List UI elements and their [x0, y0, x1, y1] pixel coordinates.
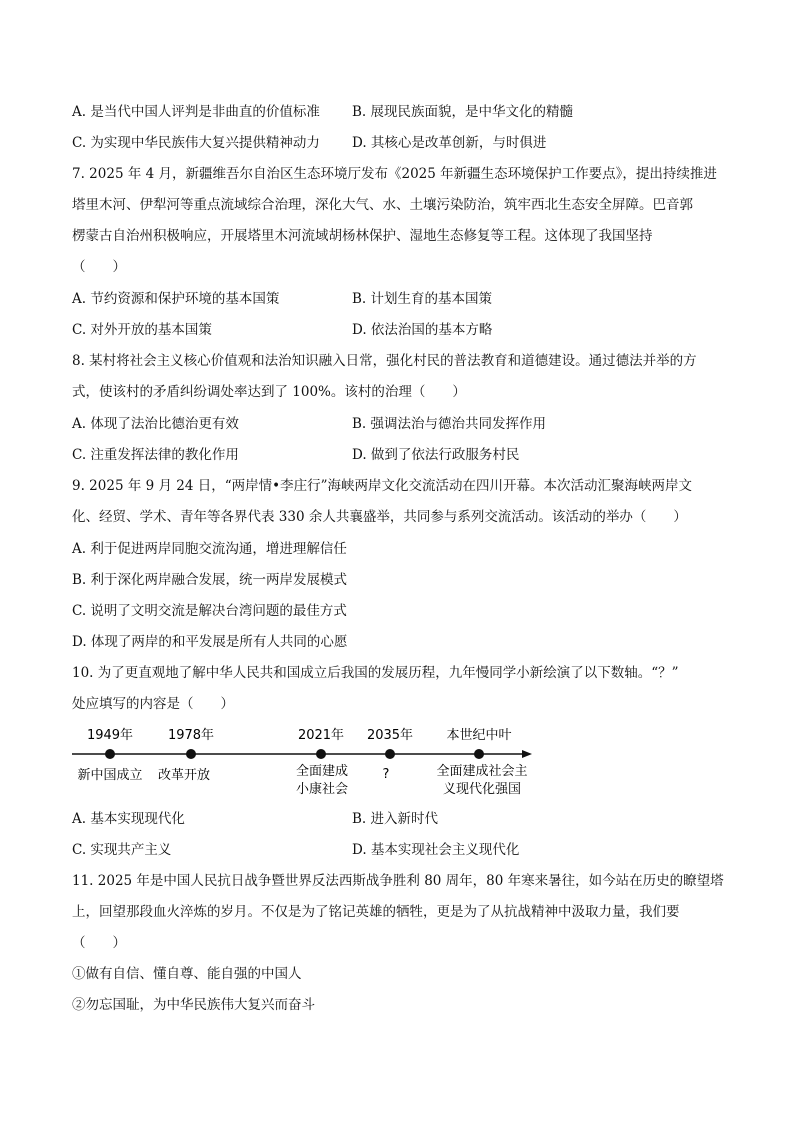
timeline-year: 1978年	[167, 728, 215, 743]
q9-stem-line-1: 9. 2025 年 9 月 24 日，“两岸情•李庄行”海峡两岸文化交流活动在四川开幕。本次活动汇聚海峡两岸文	[72, 478, 693, 494]
timeline-node-2021	[296, 727, 348, 797]
q10-option-c: C. 实现共产主义	[72, 842, 172, 858]
timeline-event: 新中国成立	[77, 768, 143, 783]
q7-stem-line-2: 塔里木河、伊犁河等重点流域综合治理，深化大气、水、土壤污染防治，筑牢西北生态安全屏障。巴音郭	[72, 197, 693, 213]
q9-option-c: C. 说明了文明交流是解决台湾问题的最佳方式	[72, 603, 347, 619]
q7-stem-line-3: 楞蒙古自治州积极响应，开展塔里木河流域胡杨林保护、湿地生态修复等工程。这体现了我国坚持	[72, 228, 653, 244]
q7-option-b: B. 计划生育的基本国策	[352, 291, 493, 307]
timeline-dot	[316, 749, 326, 759]
q8-stem-line-2: 式，使该村的矛盾纠纷调处率达到了 100%。该村的治理（ ）	[72, 384, 466, 400]
timeline-event: 全面建成社会主	[436, 764, 528, 779]
timeline-event-line-2: 义现代化强国	[442, 782, 522, 797]
q8-option-a: A. 体现了法治比德治更有效	[72, 416, 239, 432]
timeline-event-line-2: 小康社会	[295, 782, 349, 797]
q11-answer-blank: （ ）	[72, 935, 126, 951]
timeline-year: 本世纪中叶	[446, 728, 512, 743]
timeline-arrow-icon	[522, 750, 532, 758]
q9-option-a: A. 利于促进两岸同胞交流沟通，增进理解信任	[72, 541, 347, 557]
timeline-node-mid-century	[436, 727, 527, 797]
q7-stem-line-1: 7. 2025 年 4 月，新疆维吾尔自治区生态环境厅发布《2025 年新疆生态环境保护工作要点》，提出持续推进	[72, 166, 717, 182]
timeline-dot	[105, 749, 115, 759]
q11-statement-2: ②勿忘国耻，为中华民族伟大复兴而奋斗	[72, 997, 315, 1013]
q10-option-d: D. 基本实现社会主义现代化	[352, 842, 520, 858]
q8-option-d: D. 做到了依法行政服务村民	[352, 447, 520, 463]
timeline-dot	[385, 749, 395, 759]
q7-option-a: A. 节约资源和保护环境的基本国策	[72, 291, 280, 307]
timeline-event: 全面建成	[295, 764, 349, 779]
q10-stem-line-2: 处应填写的内容是（ ）	[72, 696, 234, 712]
q10-option-b: B. 进入新时代	[352, 811, 439, 827]
timeline-year: 2021年	[297, 728, 345, 743]
timeline-unknown-event: ?	[382, 767, 390, 782]
q11-statement-1: ①做有自信、懂自尊、能自强的中国人	[72, 966, 302, 982]
q9-option-d: D. 体现了两岸的和平发展是所有人共同的心愿	[72, 634, 348, 650]
q10-option-a: A. 基本实现现代化	[72, 811, 185, 827]
q11-stem-line-2: 上，回望那段血火淬炼的岁月。不仅是为了铭记英雄的牺牲，更是为了从抗战精神中汲取力量，我们要	[72, 904, 680, 920]
timeline-year: 1949年	[86, 728, 134, 743]
q11-stem-line-1: 11. 2025 年是中国人民抗日战争暨世界反法西斯战争胜利 80 周年，80 年寒来暑往，如今站在历史的瞭望塔	[72, 873, 724, 889]
timeline-node-1978	[158, 727, 214, 783]
timeline-year: 2035年	[366, 728, 414, 743]
q8-stem-line-1: 8. 某村将社会主义核心价值观和法治知识融入日常，强化村民的普法教育和道德建设。通过德法并举的方	[72, 353, 697, 369]
timeline-dot	[474, 749, 484, 759]
q10-stem-line-1: 10. 为了更直观地了解中华人民共和国成立后我国的发展历程，九年慢同学小新绘演了以下数轴。“？”	[72, 665, 679, 681]
development-timeline	[70, 722, 540, 802]
timeline-event: 改革开放	[157, 768, 211, 783]
q7-answer-blank: （ ）	[72, 259, 126, 275]
q9-option-b: B. 利于深化两岸融合发展，统一两岸发展模式	[72, 572, 348, 588]
q6-option-d: D. 其核心是改革创新，与时俱进	[352, 135, 547, 151]
q7-option-d: D. 依法治国的基本方略	[352, 322, 493, 338]
q6-option-a: A. 是当代中国人评判是非曲直的价值标准	[72, 104, 320, 120]
q8-option-b: B. 强调法治与德治共同发挥作用	[352, 416, 547, 432]
q6-option-c: C. 为实现中华民族伟大复兴提供精神动力	[72, 135, 320, 151]
q7-option-c: C. 对外开放的基本国策	[72, 322, 212, 338]
timeline-node-1949	[77, 727, 142, 783]
timeline-dot	[186, 749, 196, 759]
q6-option-b: B. 展现民族面貌，是中华文化的精髓	[352, 104, 574, 120]
q9-stem-line-2: 化、经贸、学术、青年等各界代表 330 余人共襄盛举，共同参与系列交流活动。该活动的举办（ ）	[72, 509, 687, 525]
q8-option-c: C. 注重发挥法律的教化作用	[72, 447, 239, 463]
